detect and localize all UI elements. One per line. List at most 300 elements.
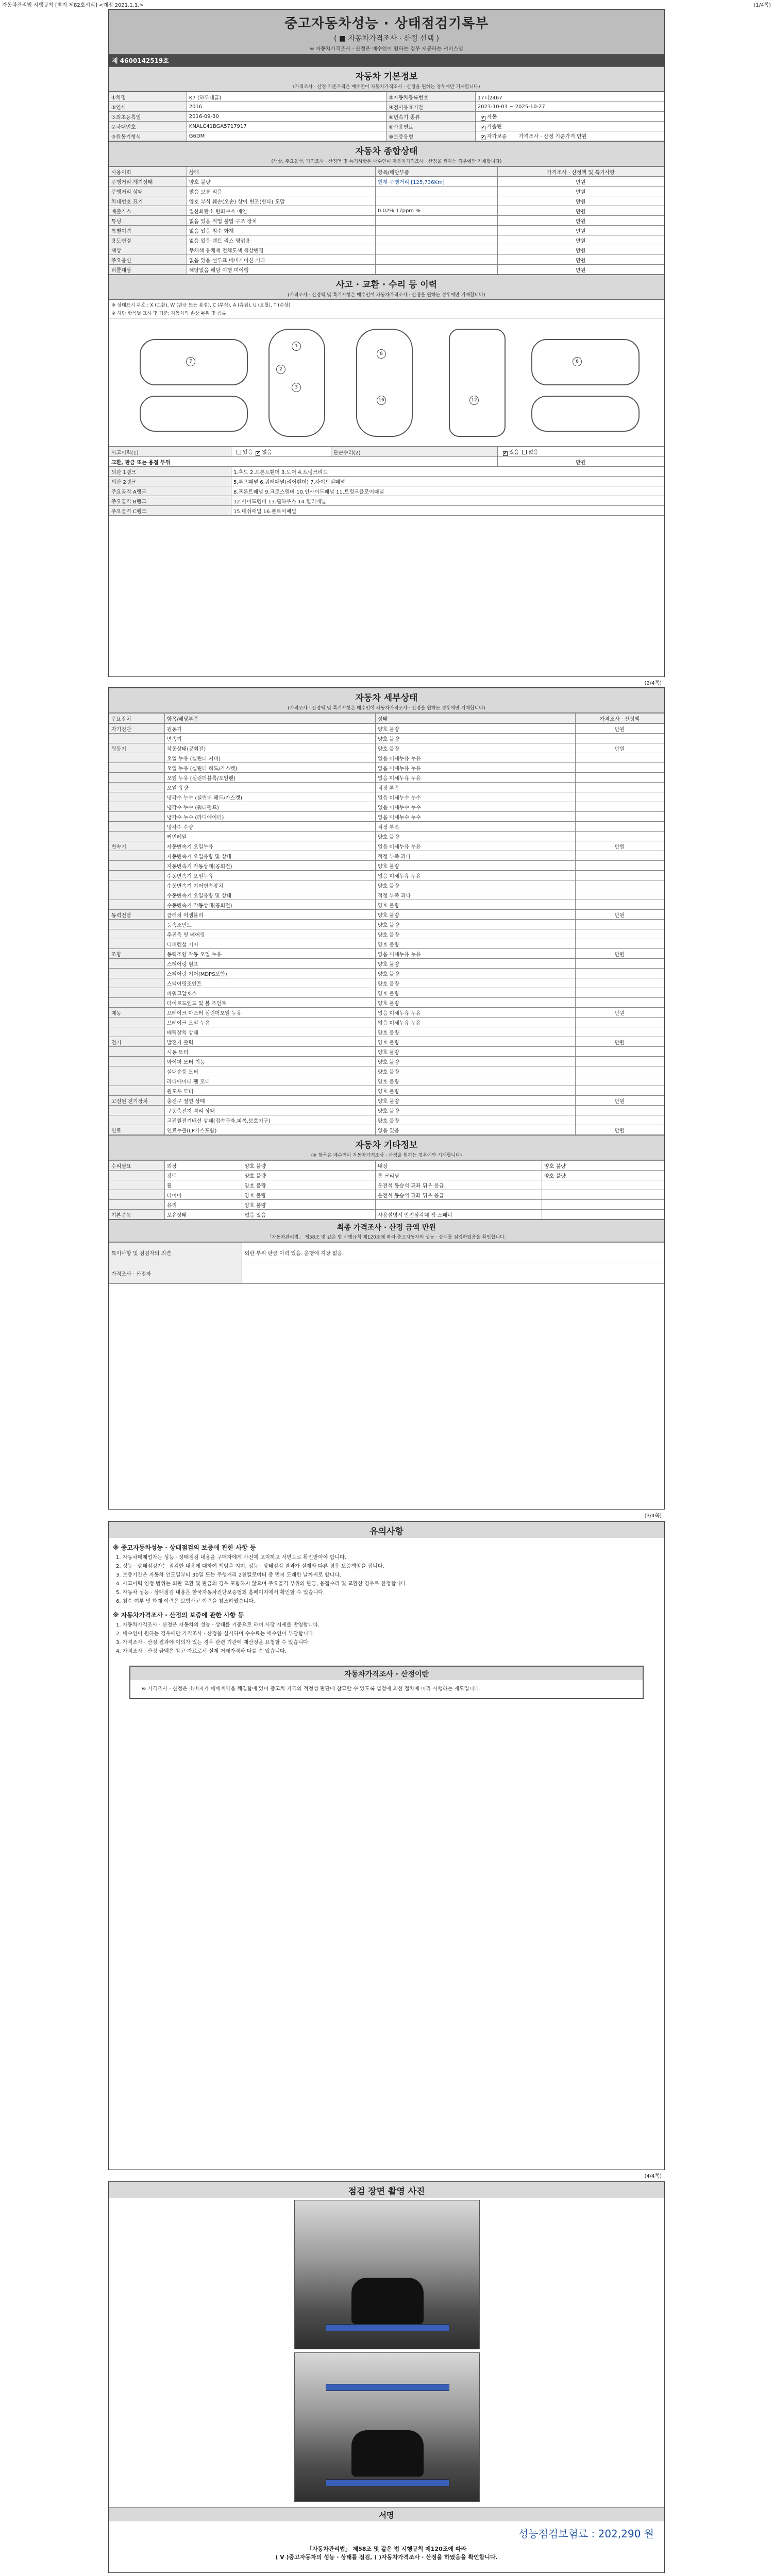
price-info-text: ※ 가격조사 · 산정은 소비자가 매매계약을 체결함에 있어 중고차 가격의 적정성 판단에 참고할 수 있도록 법정에 의한 절차에 따라 시행하는 제도입니다. (142, 1686, 481, 1692)
detail-row (109, 1008, 664, 1018)
checkbox-icon (256, 451, 260, 456)
detail-row (109, 1037, 664, 1047)
summary-row-label: 주행거리 상태 (109, 187, 187, 196)
detail-price: 만원 (575, 1008, 664, 1018)
detail-item: 스티어링 기어(MDPS포함) (164, 969, 375, 978)
guide-paragraph: 6. 침수 여부 및 화재 이력은 보험사고 이력을 참조하였습니다. (116, 1599, 255, 1604)
price-opinion-label: 가격조사 · 산정자 (109, 1263, 242, 1284)
car-photo-icon (351, 2430, 424, 2477)
detail-state: 양호 불량 (375, 1066, 575, 1076)
guide-paragraph: 3. 가격조사 · 산정 결과에 이의가 있는 경우 관련 기관에 재산정을 요청할 수 있습니다. (116, 1640, 310, 1646)
detail-device (109, 988, 165, 998)
label-year: ③연식 (109, 102, 187, 112)
simple-repair-value (497, 447, 664, 457)
rank-parts: 8.프론트패널 9.크로스멤버 10.인사이드패널 11.트렁크플로어패널 (231, 486, 664, 496)
detail-price (575, 920, 664, 929)
detail-row (109, 1096, 664, 1106)
detail-price (575, 1047, 664, 1057)
summary-row-label: 배출가스 (109, 206, 187, 216)
detail-price (575, 871, 664, 880)
detail-head-price: 가격조사 · 산정액 (575, 714, 664, 723)
part-marker: 3 (292, 383, 301, 392)
summary-row-price: 만원 (497, 255, 664, 265)
rank-label: 외판 2랭크 (109, 477, 231, 486)
detail-row (109, 1047, 664, 1057)
detail-device (109, 753, 165, 763)
detail-item: 수동변속기 오일누유 (164, 871, 375, 880)
detail-price (575, 900, 664, 910)
value-warranty (475, 131, 664, 141)
detail-price (575, 998, 664, 1008)
value-vin: KNALC41BGA5717917 (187, 122, 386, 131)
detail-device (109, 998, 165, 1008)
etc-cell: 휠 (164, 1180, 242, 1190)
detail-item: 수동변속기 기어변속장치 (164, 880, 375, 890)
detail-device (109, 969, 165, 978)
etc-cell (109, 1171, 165, 1180)
detail-state: 양호 불량 (375, 920, 575, 929)
rank-label: 주요골격 A랭크 (109, 486, 231, 496)
rank-label: 외판 1랭크 (109, 467, 231, 477)
car-side-right-icon (531, 339, 640, 385)
label-vin: ⑦차대번호 (109, 122, 187, 131)
checkbox-icon (481, 126, 485, 130)
detail-row (109, 753, 664, 763)
sign-title: 서명 (109, 2507, 664, 2521)
detail-device (109, 1066, 165, 1076)
detail-device (109, 939, 165, 949)
summary-row-price: 만원 (497, 226, 664, 235)
accident-history-table (109, 447, 664, 516)
detail-state: 없음 미세누유 누유 (375, 753, 575, 763)
detail-state: 없음 있음 (375, 1125, 575, 1135)
detail-row (109, 880, 664, 890)
summary-row-price: 만원 (497, 206, 664, 216)
checkbox-icon (522, 450, 527, 454)
detail-device (109, 812, 165, 822)
detail-item: 배력장치 상태 (164, 1027, 375, 1037)
detail-device (109, 920, 165, 929)
detail-row (109, 920, 664, 929)
guide-title: 유의사항 (109, 1521, 664, 1538)
detail-state: 적정 부족 과다 (375, 851, 575, 861)
odometer-value: 현재 주행거리 [125,736Km] (375, 177, 497, 187)
detail-row (109, 1115, 664, 1125)
detail-price (575, 1066, 664, 1076)
detail-device (109, 978, 165, 988)
detail-state: 없음 미세누유 누유 (375, 1008, 575, 1018)
guide-heading-2: ※ 자동차가격조사 · 산정의 보증에 관한 사항 등 (113, 1612, 244, 1619)
detail-row (109, 1125, 664, 1135)
form-reference: 자동차관리법 시행규칙 [별지 제82호서식] <개정 2021.1.1.> (2, 3, 144, 8)
detail-state: 없음 미세누유 누유 (375, 773, 575, 783)
summary-row-label: 용도변경 (109, 235, 187, 245)
emission-values: 0.02% 17ppm % (375, 206, 497, 216)
detail-state: 적정 부족 과다 (375, 890, 575, 900)
detail-device (109, 763, 165, 773)
summary-row-state: 많음 보통 적음 (187, 187, 375, 196)
detail-row (109, 743, 664, 753)
etc-cell: 수리필요 (109, 1161, 165, 1171)
summary-row-state: 없음 있음 선루프 네비게이션 기타 (187, 255, 375, 265)
detail-row (109, 792, 664, 802)
detail-item: 오일 유량 (164, 783, 375, 792)
detail-price (575, 861, 664, 871)
option-no: 없음 (262, 450, 272, 455)
final-note: 「자동차관리법」 제58조 및 같은 법 시행규칙 제120조에 따라 중고자동차의 성능 · 상태를 점검하였음을 확인합니다. (109, 1233, 664, 1242)
detail-row (109, 890, 664, 900)
detail-state: 양호 불량 (375, 734, 575, 743)
detail-state: 양호 불량 (375, 724, 575, 734)
detail-item: 타이로드엔드 및 볼 조인트 (164, 998, 375, 1008)
etc-row (109, 1161, 664, 1171)
summary-row-item (375, 226, 497, 235)
rank-parts: 12.사이드멤버 13.휠하우스 14.필러패널 (231, 496, 664, 506)
detail-price (575, 1115, 664, 1125)
detail-device: 자기진단 (109, 724, 165, 734)
value-first-reg: 2016-09-30 (187, 112, 386, 122)
detail-row (109, 939, 664, 949)
detail-state: 양호 불량 (375, 969, 575, 978)
detail-row (109, 802, 664, 812)
detail-row (109, 871, 664, 880)
guide-paragraph: 4. 사고이력 인정 범위는 외판 교환 및 판금의 경우 포함하지 않으며 주요골격 부위의 판금, 용접수리 및 교환한 경우로 한정합니다. (116, 1581, 408, 1587)
label-accident-history: 사고이력(1) (109, 447, 231, 457)
top-bar (0, 0, 773, 8)
inspection-photo-2 (294, 2352, 480, 2502)
summary-row-price: 만원 (497, 187, 664, 196)
law-text: 「자동차관리법」 제58조 및 같은 법 시행규칙 제120조에 따라 (306, 2546, 467, 2552)
option-yes: 있음 (509, 450, 519, 455)
etc-cell (542, 1210, 664, 1219)
detail-item: 브레이크 마스터 실린더오일 누유 (164, 1008, 375, 1018)
etc-row (109, 1171, 664, 1180)
detail-row (109, 812, 664, 822)
summary-note: (색상, 주요옵션, 가격조사 · 산정액 및 특기사항은 매수인이 자동차가격조사 · 산정을 원하는 경우에만 기재합니다) (109, 158, 664, 166)
etc-cell: 없음 있음 (242, 1210, 375, 1219)
detail-state: 양호 불량 (375, 929, 575, 939)
detail-item: 구동축전지 격리 상태 (164, 1106, 375, 1115)
detail-state: 양호 불량 (375, 988, 575, 998)
detail-state: 양호 불량 (375, 1115, 575, 1125)
detail-item: 오일 누유 (실린더 헤드/가스켓) (164, 763, 375, 773)
detail-note: (가격조사 · 산정액 및 특기사항은 매수인이 자동차가격조사 · 산정을 원하는 경우에만 기재합니다) (109, 704, 664, 713)
detail-price: 만원 (575, 1096, 664, 1106)
rank-price: 만원 (497, 457, 664, 467)
insurance-fee (109, 2521, 664, 2545)
summary-row-state: 양호 부식 훼손(오손) 상이 변조(변타) 도말 (187, 196, 375, 206)
ref-price-label: 가격조사 · 산정 기준가격 (518, 134, 575, 140)
basic-info-title: 자동차 기본정보 (109, 66, 664, 83)
detail-state: 양호 불량 (375, 1027, 575, 1037)
summary-row-state: 일산화탄소 탄화수소 매연 (187, 206, 375, 216)
value-reg-no: 17더2467 (475, 92, 664, 102)
etc-cell: 룸 크리닝 (375, 1171, 542, 1180)
opinion-text: 외판 부위 판금 이력 있음. 운행에 지장 없음. (242, 1243, 664, 1263)
warranty-text: 자가보증 (486, 134, 507, 140)
detail-price (575, 1057, 664, 1066)
detail-item: 냉각수 누수 (라디에이터) (164, 812, 375, 822)
detail-item: 추진축 및 베어링 (164, 929, 375, 939)
etc-row (109, 1200, 664, 1210)
document-number: 제 4600142519호 (109, 55, 664, 66)
sheet-page-2 (108, 687, 665, 1510)
guide-paragraph: 4. 가격조사 · 산정 금액은 참고 자료로서 실제 거래가격과 다를 수 있습니다. (116, 1649, 287, 1654)
detail-state: 양호 불량 (375, 1096, 575, 1106)
detail-item: 오일 누유 (실린더블록/오일팬) (164, 773, 375, 783)
detail-device (109, 1076, 165, 1086)
etc-cell: 양호 불량 (242, 1161, 375, 1171)
etc-row (109, 1180, 664, 1190)
summary-row-state: 무채색 유채색 전체도색 색상변경 (187, 245, 375, 255)
detail-price: 만원 (575, 841, 664, 851)
summary-head-state: 상태 (187, 167, 375, 177)
etc-cell: 유리 (164, 1200, 242, 1210)
detail-row (109, 822, 664, 832)
etc-cell (109, 1180, 165, 1190)
summary-row-item (375, 265, 497, 275)
lift-icon (326, 2479, 449, 2486)
final-amount: 만원 (422, 1224, 436, 1232)
fee-label: 성능점검보험료 : (518, 2528, 595, 2540)
detail-price (575, 939, 664, 949)
part-marker: 2 (276, 365, 285, 374)
detail-item: 스티어링조인트 (164, 978, 375, 988)
car-underbody-icon (449, 329, 506, 437)
value-engine: G6DM (187, 131, 386, 141)
detail-state: 양호 불량 (375, 900, 575, 910)
rank-parts: 15.대쉬패널 16.플로어패널 (231, 506, 664, 516)
detail-state: 없음 미세누유 누유 (375, 949, 575, 959)
detail-device (109, 851, 165, 861)
detail-price (575, 1018, 664, 1027)
detail-device: 조향 (109, 949, 165, 959)
detail-state: 없음 미세누유 누유 (375, 763, 575, 773)
detail-price (575, 734, 664, 743)
etc-row (109, 1190, 664, 1200)
detail-state: 양호 불량 (375, 910, 575, 920)
lift-icon (326, 2384, 449, 2391)
detail-device (109, 1086, 165, 1096)
etc-cell: 양호 불량 (542, 1161, 664, 1171)
car-frame-icon (356, 329, 413, 437)
detail-title: 자동차 세부상태 (109, 688, 664, 704)
fuel-text: 가솔린 (486, 124, 502, 130)
detail-item: 파워고압호스 (164, 988, 375, 998)
law-text-2: ( V )중고자동차의 성능 · 상태를 점검, ( )자동차가격조사 · 산정을 하였음을 확인합니다. (275, 2554, 498, 2561)
etc-cell: 외장 (164, 1161, 242, 1171)
detail-price (575, 1076, 664, 1086)
summary-row-label: 주행거리 계기상태 (109, 177, 187, 187)
detail-device (109, 880, 165, 890)
detail-row (109, 1018, 664, 1027)
detail-price (575, 822, 664, 832)
summary-row-label: 색상 (109, 245, 187, 255)
detail-item: 냉각수 수량 (164, 822, 375, 832)
detail-row (109, 734, 664, 743)
guide-paragraph: 2. 성능 · 상태점검자는 점검한 내용에 대하여 책임을 지며, 성능 · 상태점검 결과가 실제와 다른 경우 보증책임을 집니다. (116, 1564, 384, 1569)
summary-row-label: 주요옵션 (109, 255, 187, 265)
detail-state: 양호 불량 (375, 1086, 575, 1096)
detail-state: 적정 부족 (375, 822, 575, 832)
detail-device (109, 1057, 165, 1066)
detail-item: 자동변속기 오일유량 및 상태 (164, 851, 375, 861)
detail-state: 양호 불량 (375, 743, 575, 753)
etc-cell: 양호 불량 (542, 1171, 664, 1180)
detail-row (109, 1057, 664, 1066)
detail-device (109, 900, 165, 910)
page-footer: (2/4쪽) (644, 681, 662, 686)
detail-device (109, 822, 165, 832)
summary-row-state: 없음 있음 적법 불법 구조 장치 (187, 216, 375, 226)
photos-title: 점검 장면 촬영 사진 (109, 2182, 664, 2198)
etc-note: (※ 항목은 매수인이 자동차가격조사 · 산정을 원하는 경우에만 기재합니다) (109, 1151, 664, 1160)
detail-price (575, 792, 664, 802)
summary-head-item: 항목/해당부품 (375, 167, 497, 177)
summary-row-item (375, 196, 497, 206)
detail-row (109, 978, 664, 988)
summary-head-price: 가격조사 · 산정액 및 특기사항 (497, 167, 664, 177)
etc-cell (542, 1200, 664, 1210)
detail-device (109, 871, 165, 880)
detail-price (575, 783, 664, 792)
detail-item: 고전원전기배선 상태(접속단자,피복,보호기구) (164, 1115, 375, 1125)
summary-row-label: 리콜대상 (109, 265, 187, 275)
detail-item: 작동상태(공회전) (164, 743, 375, 753)
summary-row-state: 양호 불량 (187, 177, 375, 187)
detail-device: 동력전달 (109, 910, 165, 920)
detail-item: 시동 모터 (164, 1047, 375, 1057)
sheet-page-4 (108, 2181, 665, 2573)
detail-state: 양호 불량 (375, 998, 575, 1008)
detail-state: 적정 부족 (375, 783, 575, 792)
price-info-title: 자동차가격조사 · 산정이란 (130, 1667, 643, 1680)
detail-device (109, 1018, 165, 1027)
transmission-text: 자동 (486, 114, 497, 120)
detail-device (109, 1106, 165, 1115)
summary-row-price: 만원 (497, 216, 664, 226)
value-inspection-period: 2023-10-03 ~ 2025-10-27 (475, 102, 664, 112)
detail-row (109, 910, 664, 920)
detail-price (575, 1106, 664, 1115)
detail-device (109, 959, 165, 969)
detail-item: 냉각수 누수 (실린더 헤드/가스켓) (164, 792, 375, 802)
etc-cell: 양호 불량 (242, 1190, 375, 1200)
detail-item: 오일 누유 (실린더 커버) (164, 753, 375, 763)
detail-row (109, 773, 664, 783)
part-marker: 12 (469, 396, 479, 405)
detail-row (109, 841, 664, 851)
etc-cell: 보유상태 (164, 1210, 242, 1219)
detail-price (575, 880, 664, 890)
part-marker: 6 (573, 357, 582, 366)
detail-price (575, 812, 664, 822)
basic-info-note: (가격조사 · 산정 기준가격은 매수인이 자동차가격조사 · 산정을 원하는 경우에만 기재합니다) (109, 83, 664, 92)
detail-row (109, 851, 664, 861)
car-photo-icon (351, 2278, 424, 2324)
detail-price (575, 753, 664, 763)
detail-row (109, 998, 664, 1008)
detail-state: 양호 불량 (375, 861, 575, 871)
detail-row (109, 959, 664, 969)
accident-legend: ※ 상태표시 부호 : X (교환), W (판금 또는 용접), C (부식), A (흠집), U (요철), T (손상) (112, 303, 291, 308)
detail-state: 양호 불량 (375, 1076, 575, 1086)
summary-row-price: 만원 (497, 245, 664, 255)
summary-row-item (375, 216, 497, 226)
value-year: 2016 (187, 102, 386, 112)
document-title: 중고자동차성능 · 상태점검기록부 (284, 16, 489, 31)
detail-device (109, 1027, 165, 1037)
detail-row (109, 1106, 664, 1115)
etc-cell: 사용설명서 안전삼각대 잭 스패너 (375, 1210, 542, 1219)
summary-row-state: 해당없음 해당 이행 미이행 (187, 265, 375, 275)
guide-paragraph: 1. 자동차매매업자는 성능 · 상태점검 내용을 구매자에게 사전에 고지하고 서면으로 확인받아야 합니다. (116, 1555, 346, 1561)
detail-price: 만원 (575, 949, 664, 959)
detail-table (109, 713, 664, 723)
detail-device (109, 783, 165, 792)
detail-device (109, 802, 165, 812)
option-no: 없음 (528, 450, 539, 455)
etc-cell: 운전석 동승석 뒤좌 뒤우 응급 (375, 1190, 542, 1200)
etc-cell: 기본품목 (109, 1210, 165, 1219)
etc-cell (109, 1200, 165, 1210)
etc-cell: 양호 불량 (242, 1171, 375, 1180)
detail-state: 없음 미세누유 누유 (375, 841, 575, 851)
part-marker: 16 (377, 396, 386, 405)
summary-row-item (375, 187, 497, 196)
checkbox-icon (481, 135, 485, 140)
detail-item: 브레이크 오일 누유 (164, 1018, 375, 1027)
label-inspection-period: ④검사유효기간 (386, 102, 475, 112)
value-fuel (475, 122, 664, 131)
detail-row (109, 861, 664, 871)
rank-title: 교환, 판금 또는 용접 부위 (109, 457, 498, 467)
summary-row-price: 만원 (497, 265, 664, 275)
detail-rows (109, 723, 664, 1135)
rank-parts: 1.후드 2.프론트휀더 3.도어 4.트렁크리드 (231, 467, 664, 477)
page-footer: (4/4쪽) (644, 2174, 662, 2179)
detail-state: 양호 불량 (375, 939, 575, 949)
etc-cell: 광택 (164, 1171, 242, 1180)
detail-row (109, 832, 664, 841)
etc-cell (375, 1200, 542, 1210)
detail-item: 등속조인트 (164, 920, 375, 929)
detail-price (575, 832, 664, 841)
detail-state: 없음 미세누수 누수 (375, 792, 575, 802)
detail-head-device: 주요장치 (109, 714, 165, 723)
etc-cell (109, 1190, 165, 1200)
summary-row-label: 특별이력 (109, 226, 187, 235)
summary-row-price: 만원 (497, 235, 664, 245)
detail-head-item: 항목/해당부품 (164, 714, 375, 723)
detail-item: 변속기 (164, 734, 375, 743)
detail-device: 원동기 (109, 743, 165, 753)
detail-item: 동력조향 작동 오일 누유 (164, 949, 375, 959)
detail-state: 양호 불량 (375, 1037, 575, 1047)
detail-device (109, 861, 165, 871)
detail-row (109, 1027, 664, 1037)
detail-item: 원동기 (164, 724, 375, 734)
guide-paragraph: 3. 보증기간은 자동차 인도일부터 30일 또는 주행거리 2천킬로미터 중 먼저 도래한 날까지로 합니다. (116, 1572, 342, 1578)
option-yes: 있음 (242, 450, 253, 455)
etc-title: 자동차 기타정보 (109, 1135, 664, 1151)
summary-table (109, 166, 664, 275)
opinion-table (109, 1242, 664, 1284)
detail-device: 변속기 (109, 841, 165, 851)
header-note: ※ 자동차가격조사 · 산정은 매수인이 원하는 경우 제공하는 서비스임 (310, 46, 463, 52)
detail-device (109, 792, 165, 802)
etc-cell: 운전석 동승석 뒤좌 뒤우 응급 (375, 1180, 542, 1190)
